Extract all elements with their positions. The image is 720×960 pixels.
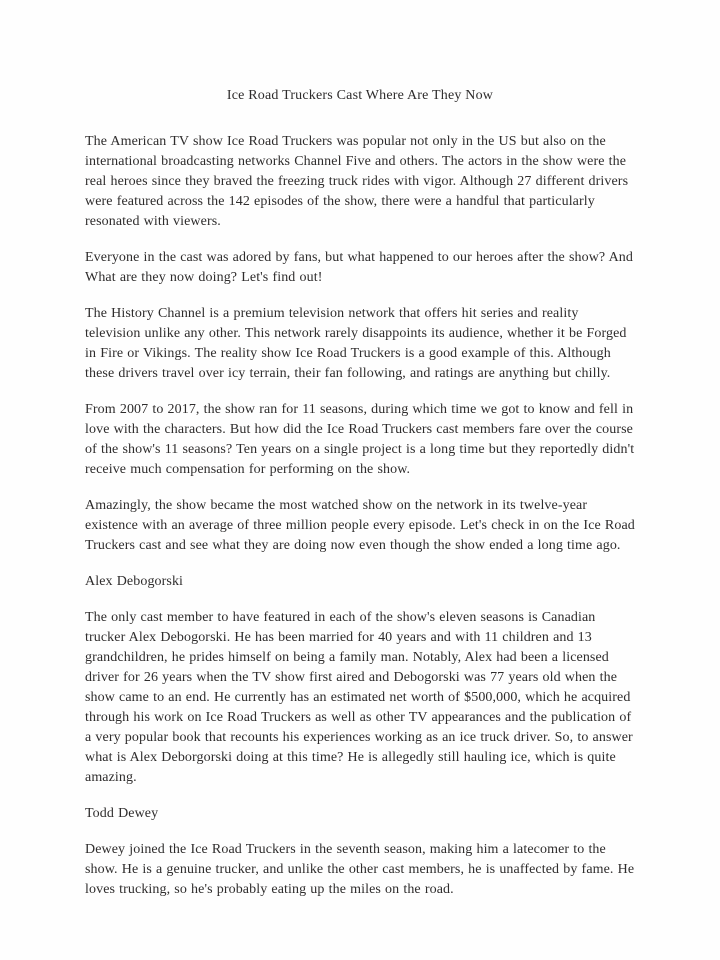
paragraph-fans-question: Everyone in the cast was adored by fans, but what happened to our heroes after the show? And What are they now doing? Let's find out! bbox=[85, 250, 633, 285]
paragraph-intro: The American TV show Ice Road Truckers was popular not only in the US but also on the international broadcasting networks Channel Five and others. The actors in the show were the real heroes since they braved the freezing truck rides with vigor. Although 27 different drivers were featured across the 142 episodes of the show, there were a handful that particularly resonated with viewers. bbox=[85, 134, 629, 229]
paragraph-alex-debogorski: The only cast member to have featured in each of the show's eleven seasons is Canadian trucker Alex Debogorski. He has been married for 40 years and with 11 children and 13 grandchildren, he prides himself on being a family man. Notably, Alex had been a licensed driver for 26 years when the TV show first aired and Debogorski was 77 years old when the show came to an end. He currently has an estimated net worth of $500,000, which he acquired through his work on Ice Road Truckers as well as other TV appearances and the publication of a very popular book that recounts his experiences working as an ice truck driver. So, to answer what is Alex Deborgorski doing at this time? He is allegedly still hauling ice, which is quite amazing. bbox=[85, 610, 633, 785]
document-title: Ice Road Truckers Cast Where Are They Now bbox=[226, 88, 494, 103]
section-heading-todd-dewey: Todd Dewey bbox=[85, 806, 159, 821]
paragraph-todd-dewey: Dewey joined the Ice Road Truckers in the seventh season, making him a latecomer to the show. He is a genuine trucker, and unlike the other cast members, he is unaffected by fame. He loves trucking, so he's probably eating up the miles on the road. bbox=[85, 842, 635, 897]
paragraph-history-channel: The History Channel is a premium television network that offers hit series and reality television unlike any other. This network rarely disappoints its audience, whether it be Forged in Fire or Vikings. The reality show Ice Road Truckers is a good example of this. Although these drivers travel over icy terrain, their fan following, and ratings are anything but chilly. bbox=[85, 306, 627, 381]
paragraph-show-run: From 2007 to 2017, the show ran for 11 seasons, during which time we got to know and fell in love with the characters. But how did the Ice Road Truckers cast members fare over the course of the show's 11 seasons? Ten years on a single project is a long time but they reportedly didn't receive much compensation for performing on the show. bbox=[85, 402, 635, 477]
paragraph-ratings: Amazingly, the show became the most watched show on the network in its twelve-year existence with an average of three million people every episode. Let's check in on the Ice Road Truckers cast and see what they are doing now even though the show ended a long time ago. bbox=[85, 498, 635, 553]
section-heading-alex-debogorski: Alex Debogorski bbox=[85, 574, 184, 589]
